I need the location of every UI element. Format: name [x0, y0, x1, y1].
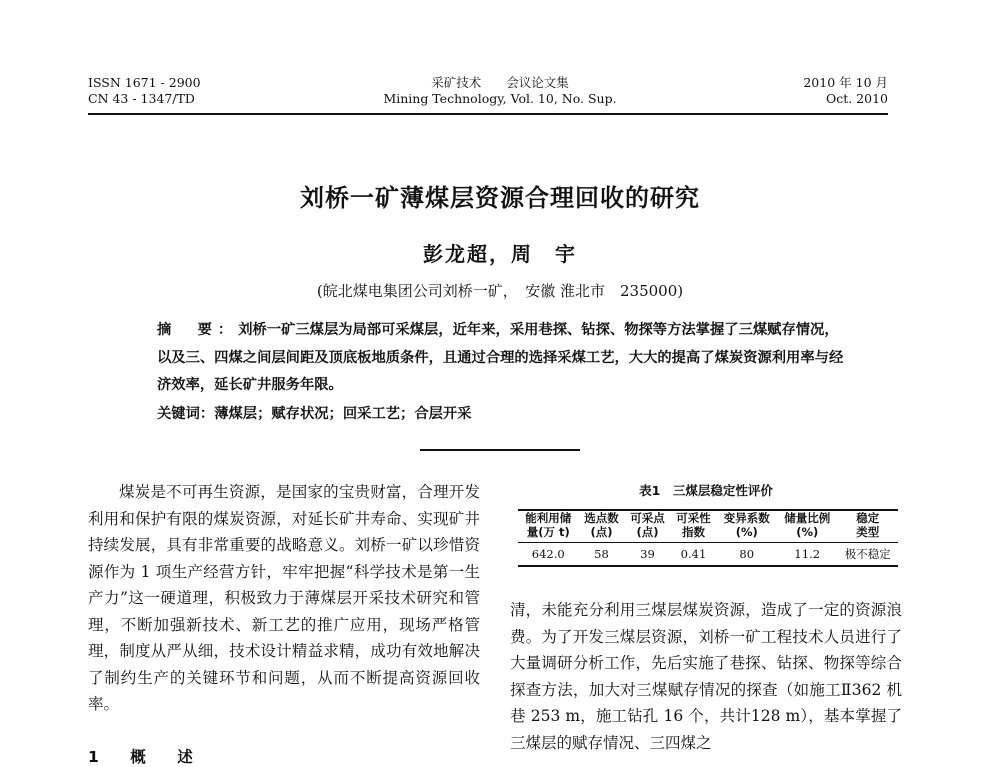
header-issn — [88, 75, 201, 107]
right-paragraph: 清，未能充分利用三煤层煤炭资源，造成了一定的资源浪费。为了开发三煤层资源，刘桥一矿工程技术人员进行了大量调研分析工作，先后实施了巷探、钻探、物探等综合探查方法，加大对三煤赋存情况的探查（如施工Ⅱ362 机巷 253 m，施工钻孔 16 个，共计128 m），基本掌握了三煤层的赋存情况、三四煤之 — [510, 601, 902, 752]
table-header-line: 变异系数 — [723, 511, 770, 525]
table-row — [518, 543, 898, 567]
table-header-line: (%) — [735, 525, 758, 539]
date-en: Oct. 2010 — [825, 91, 888, 106]
keywords — [157, 403, 847, 423]
table-cell: 80 — [716, 543, 776, 567]
table-header-line: (点) — [636, 525, 659, 539]
cn-line: CN 43 - 1347/TD — [88, 91, 195, 106]
table-header-line: 可采性 — [676, 511, 711, 525]
table-header-cell — [624, 510, 670, 543]
table-header-line: 能利用储 — [525, 511, 572, 525]
abstract-text: 刘桥一矿三煤层为局部可采煤层，近年来，采用巷探、钻探、物探等方法掌握了三煤赋存情况，以及三、四煤之间层间距及顶底板地质条件，且通过合理的选择采煤工艺，大大的提高了煤炭资源利用率与经济效率，延长矿井服务年限。 — [157, 322, 844, 393]
table-header-line: 可采点 — [630, 511, 665, 525]
keywords-label: 关键词： — [157, 406, 215, 422]
header-rule — [88, 113, 888, 115]
journal-name-cn: 采矿技术 会议论文集 — [431, 75, 569, 90]
abstract-label: 摘 要： — [157, 322, 239, 338]
table-header-cell — [837, 510, 898, 543]
table-header-cell — [777, 510, 837, 543]
authors: 彭龙超，周 宇 — [423, 242, 577, 266]
affiliation: (皖北煤电集团公司刘桥一矿， 安徽 淮北市 235000) — [316, 282, 684, 300]
intro-paragraph: 煤炭是不可再生资源，是国家的宝贵财富，合理开发利用和保护有限的煤炭资源，对延长矿井寿命、实现矿井持续发展，具有非常重要的战略意义。刘桥一矿以珍惜资源作为 1 项生产经营方针，牢牢把握“科学技术是第一生产力”这一硬道理，积极致力于薄煤层开采技术研究和管理，不断加强新技术、新工艺的推广应用，现场严格管理，制度从严从细，技术设计精益求精，成功有效地解决了制约生产的关键环节和问题，从而不断提高资源回收率。 — [88, 483, 480, 713]
date-cn: 2010 年 10 月 — [803, 75, 888, 90]
body-left-column — [88, 479, 480, 718]
table-cell: 极不稳定 — [837, 543, 898, 567]
keywords-text: 薄煤层；赋存状况；回采工艺；合层开采 — [214, 406, 472, 422]
table-header-line: (%) — [796, 525, 819, 539]
header-date — [803, 75, 888, 107]
journal-name-en: Mining Technology, Vol. 10, No. Sup. — [383, 91, 617, 106]
table-header-line: 量(万 t) — [526, 525, 570, 539]
table-cell: 39 — [624, 543, 670, 567]
table-header-cell — [518, 510, 578, 543]
table-cell: 0.41 — [670, 543, 716, 567]
header-journal — [330, 75, 670, 107]
table-caption: 表1 三煤层稳定性评价 — [639, 483, 773, 498]
paper-title: 刘桥一矿薄煤层资源合理回收的研究 — [300, 184, 700, 212]
body-right-column — [510, 597, 902, 756]
table-header-line: 储量比例 — [784, 511, 831, 525]
table-header-line: (点) — [590, 525, 613, 539]
table-header-cell — [578, 510, 624, 543]
table-cell: 58 — [578, 543, 624, 567]
stability-table — [518, 509, 898, 567]
table-body — [518, 543, 898, 567]
table-header-line: 类型 — [856, 525, 880, 539]
table-cell: 642.0 — [518, 543, 578, 567]
table-header-cell — [716, 510, 776, 543]
table-header-cell — [670, 510, 716, 543]
table-header-line: 选点数 — [584, 511, 619, 525]
issn-line: ISSN 1671 - 2900 — [88, 75, 201, 90]
section-heading: 1 概 述 — [88, 748, 201, 766]
table-header-line: 稳定 — [856, 511, 880, 525]
table-header-row — [518, 510, 898, 543]
table-cell: 11.2 — [777, 543, 837, 567]
section-divider — [420, 449, 580, 451]
abstract — [157, 317, 847, 400]
table-header-line: 指数 — [681, 525, 705, 539]
